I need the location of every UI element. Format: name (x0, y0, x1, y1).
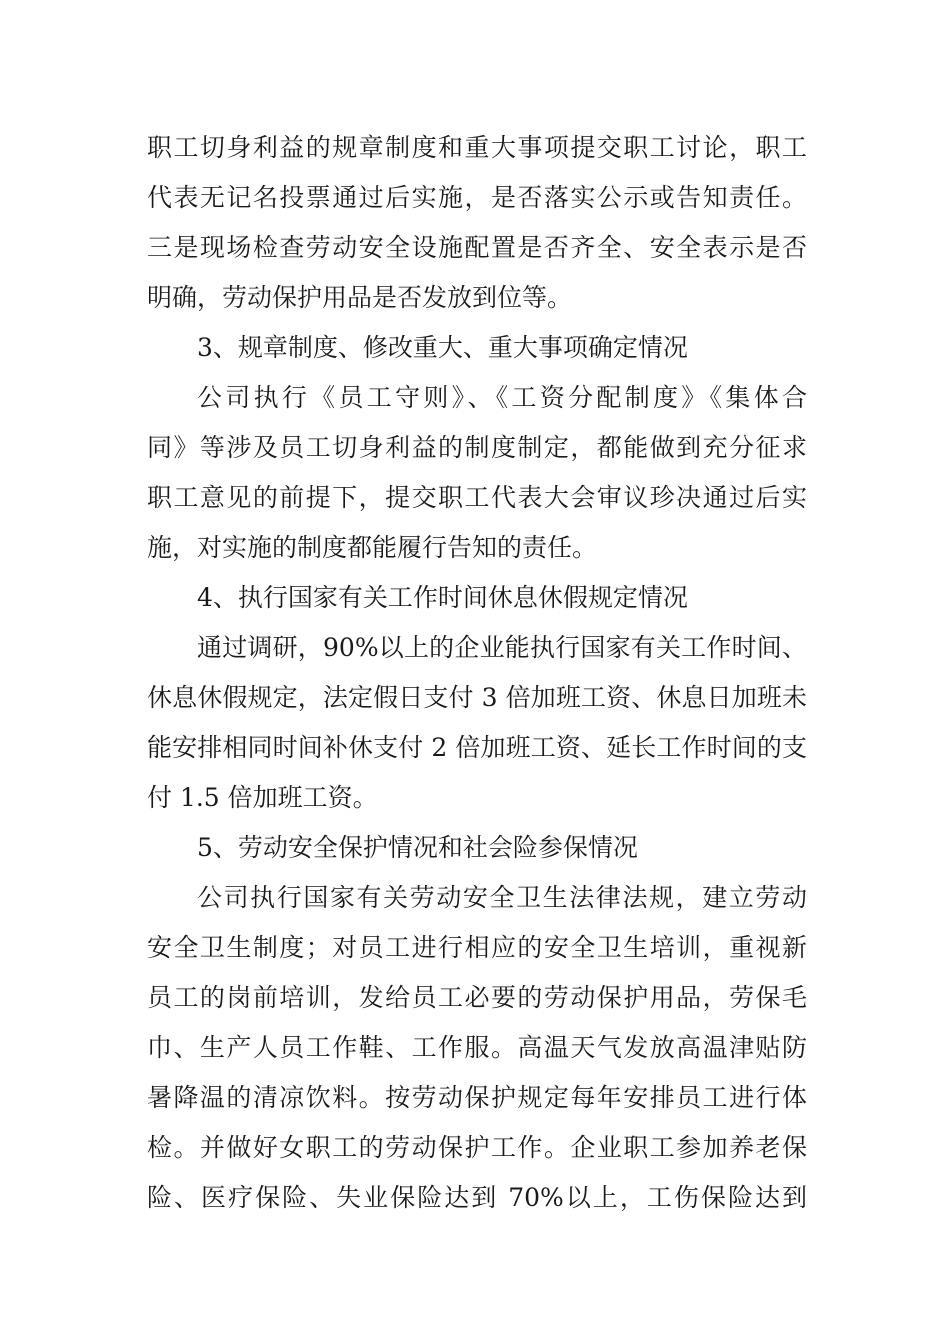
text-line: 公司执行《员工守则》、《工资分配制度》《集体合 (197, 383, 807, 412)
text-line: 能安排相同时间补休支付 2 倍加班工资、延长工作时间的支 (147, 733, 807, 762)
text-line: 三是现场检查劳动安全设施配置是否齐全、安全表示是否 (147, 233, 807, 262)
text-line: 安全卫生制度；对员工进行相应的安全卫生培训，重视新 (147, 933, 807, 962)
text-line: 险、医疗保险、失业保险达到 70%以上，工伤保险达到 (147, 1183, 807, 1212)
text-line: 休息休假规定，法定假日支付 3 倍加班工资、休息日加班未 (147, 683, 807, 712)
text-line: 检。并做好女职工的劳动保护工作。企业职工参加养老保 (147, 1133, 807, 1162)
text-line: 巾、生产人员工作鞋、工作服。高温天气发放高温津贴防 (147, 1033, 807, 1062)
text-line: 明确，劳动保护用品是否发放到位等。 (147, 283, 573, 312)
text-line: 同》等涉及员工切身利益的制度制定，都能做到充分征求 (147, 433, 807, 462)
text-line: 付 1.5 倍加班工资。 (147, 783, 378, 812)
section-heading: 4、执行国家有关工作时间休息休假规定情况 (197, 583, 688, 612)
text-line: 员工的岗前培训，发给员工必要的劳动保护用品，劳保毛 (147, 983, 807, 1012)
text-line: 代表无记名投票通过后实施，是否落实公示或告知责任。 (147, 183, 807, 212)
text-line: 公司执行国家有关劳动安全卫生法律法规，建立劳动 (197, 883, 807, 912)
text-line: 通过调研，90%以上的企业能执行国家有关工作时间、 (197, 633, 807, 662)
text-line: 暑降温的清凉饮料。按劳动保护规定每年安排员工进行体 (147, 1083, 807, 1112)
text-line: 职工切身利益的规章制度和重大事项提交职工讨论，职工 (147, 133, 807, 162)
section-heading: 3、规章制度、修改重大、重大事项确定情况 (197, 333, 688, 362)
text-line: 施，对实施的制度都能履行告知的责任。 (147, 533, 598, 562)
section-heading: 5、劳动安全保护情况和社会险参保情况 (197, 833, 638, 862)
text-line: 职工意见的前提下，提交职工代表大会审议珍决通过后实 (147, 483, 807, 512)
